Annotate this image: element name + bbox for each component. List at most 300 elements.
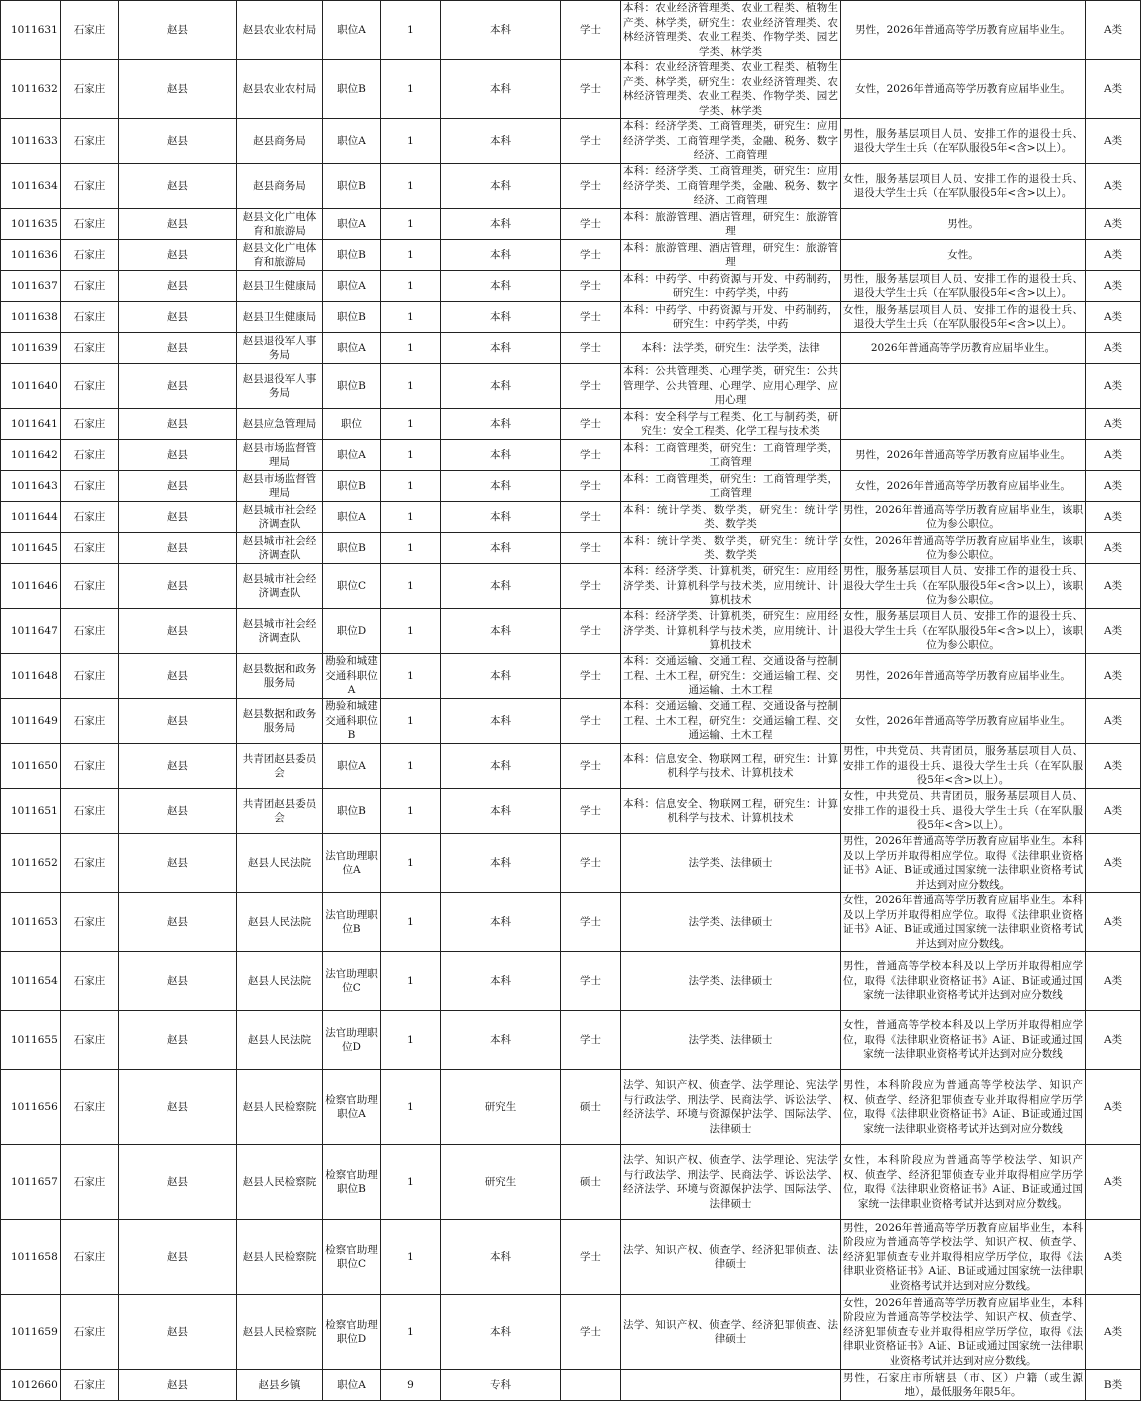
table-row — [1, 1370, 1141, 1401]
table-row — [1, 952, 1141, 1011]
city-cell: 石家庄 — [61, 209, 119, 240]
position-cell: 职位D — [323, 609, 381, 654]
position-cell: 职位A — [323, 1370, 381, 1401]
count-cell: 1 — [381, 609, 441, 654]
code-cell: 1011639 — [1, 333, 61, 364]
position-cell: 检察官助理职位B — [323, 1145, 381, 1220]
major-cell: 本科：旅游管理、酒店管理，研究生：旅游管理 — [621, 240, 841, 271]
county-cell: 赵县 — [119, 164, 237, 209]
table-row — [1, 60, 1141, 119]
requirements-cell: 男性，2026年普通高等学历教育应届毕业生，该职位为参公职位。 — [841, 502, 1086, 533]
table-row — [1, 1, 1141, 60]
category-cell: A类 — [1086, 209, 1141, 240]
county-cell: 赵县 — [119, 364, 237, 409]
position-cell: 职位B — [323, 533, 381, 564]
major-cell: 本科：中药学、中药资源与开发、中药制药，研究生：中药学类，中药 — [621, 302, 841, 333]
degree-cell: 学士 — [561, 744, 621, 789]
category-cell: A类 — [1086, 333, 1141, 364]
major-cell: 法学类、法律硕士 — [621, 952, 841, 1011]
position-cell: 职位A — [323, 1, 381, 60]
table-row — [1, 1295, 1141, 1370]
major-cell: 本科：交通运输、交通工程、交通设备与控制工程、土木工程，研究生：交通运输工程、交通运输、土木工程 — [621, 654, 841, 699]
county-cell: 赵县 — [119, 60, 237, 119]
count-cell: 1 — [381, 1220, 441, 1295]
unit-cell: 赵县人民检察院 — [237, 1295, 323, 1370]
major-cell: 法学类、法律硕士 — [621, 1011, 841, 1070]
position-cell: 法官助理职位D — [323, 1011, 381, 1070]
county-cell: 赵县 — [119, 471, 237, 502]
education-cell: 本科 — [441, 1, 561, 60]
position-cell: 职位B — [323, 789, 381, 834]
major-cell: 本科：经济学类、计算机类，研究生：应用经济学类、计算机科学与技术类，应用统计、计算机技术 — [621, 564, 841, 609]
major-cell: 本科：公共管理类、心理学类，研究生：公共管理学、公共管理、心理学、应用心理学、应用心理 — [621, 364, 841, 409]
category-cell: A类 — [1086, 1, 1141, 60]
requirements-cell: 男性，服务基层项目人员、安排工作的退役士兵、退役大学生士兵（在军队服役5年<含>以上）。 — [841, 119, 1086, 164]
code-cell: 1011657 — [1, 1145, 61, 1220]
category-cell: A类 — [1086, 533, 1141, 564]
position-cell: 职位B — [323, 164, 381, 209]
major-cell: 法学、知识产权、侦查学、经济犯罪侦查、法律硕士 — [621, 1220, 841, 1295]
code-cell: 1011653 — [1, 893, 61, 952]
education-cell: 本科 — [441, 119, 561, 164]
category-cell: A类 — [1086, 471, 1141, 502]
code-cell: 1011646 — [1, 564, 61, 609]
table-row — [1, 744, 1141, 789]
major-cell: 本科：旅游管理、酒店管理，研究生：旅游管理 — [621, 209, 841, 240]
county-cell: 赵县 — [119, 834, 237, 893]
major-cell: 本科：中药学、中药资源与开发、中药制药，研究生：中药学类，中药 — [621, 271, 841, 302]
table-row — [1, 364, 1141, 409]
education-cell: 本科 — [441, 789, 561, 834]
city-cell: 石家庄 — [61, 164, 119, 209]
education-cell: 本科 — [441, 364, 561, 409]
major-cell: 本科：经济学类、工商管理类，研究生：应用经济学类、工商管理学类，金融、税务、数字经济、工商管理 — [621, 119, 841, 164]
requirements-cell: 女性，2026年普通高等学历教育应届毕业生。本科及以上学历并取得相应学位。取得《法律职业资格证书》A证、B证或通过国家统一法律职业资格考试并达到对应分数线。 — [841, 893, 1086, 952]
county-cell: 赵县 — [119, 1, 237, 60]
major-cell: 本科：安全科学与工程类、化工与制药类，研究生：安全工程类、化学工程与技术类 — [621, 409, 841, 440]
city-cell: 石家庄 — [61, 1011, 119, 1070]
count-cell: 1 — [381, 834, 441, 893]
city-cell: 石家庄 — [61, 240, 119, 271]
county-cell: 赵县 — [119, 119, 237, 164]
code-cell: 1011635 — [1, 209, 61, 240]
requirements-cell: 男性，石家庄市所辖县（市、区）户籍（或生源地），最低服务年限5年。 — [841, 1370, 1086, 1401]
major-cell — [621, 1370, 841, 1401]
degree-cell: 学士 — [561, 502, 621, 533]
requirements-cell: 2026年普通高等学历教育应届毕业生。 — [841, 333, 1086, 364]
unit-cell: 共青团赵县委员会 — [237, 789, 323, 834]
county-cell: 赵县 — [119, 502, 237, 533]
city-cell: 石家庄 — [61, 1145, 119, 1220]
county-cell: 赵县 — [119, 271, 237, 302]
count-cell: 1 — [381, 699, 441, 744]
position-cell: 检察官助理职位C — [323, 1220, 381, 1295]
education-cell: 专科 — [441, 1370, 561, 1401]
city-cell: 石家庄 — [61, 789, 119, 834]
education-cell: 本科 — [441, 333, 561, 364]
city-cell: 石家庄 — [61, 364, 119, 409]
count-cell: 1 — [381, 471, 441, 502]
position-cell: 职位B — [323, 302, 381, 333]
county-cell: 赵县 — [119, 1295, 237, 1370]
table-row — [1, 471, 1141, 502]
category-cell: A类 — [1086, 164, 1141, 209]
code-cell: 1011638 — [1, 302, 61, 333]
table-row — [1, 609, 1141, 654]
major-cell: 本科：工商管理类，研究生：工商管理学类，工商管理 — [621, 440, 841, 471]
category-cell: A类 — [1086, 834, 1141, 893]
degree-cell: 学士 — [561, 952, 621, 1011]
requirements-cell: 男性，2026年普通高等学历教育应届毕业生。 — [841, 1, 1086, 60]
count-cell: 1 — [381, 333, 441, 364]
requirements-cell: 女性，服务基层项目人员、安排工作的退役士兵、退役大学生士兵（在军队服役5年<含>以上）。 — [841, 302, 1086, 333]
count-cell: 1 — [381, 209, 441, 240]
education-cell: 本科 — [441, 952, 561, 1011]
requirements-cell: 男性，中共党员、共青团员，服务基层项目人员、安排工作的退役士兵、退役大学生士兵（在军队服役5年<含>以上）。 — [841, 744, 1086, 789]
unit-cell: 赵县人民法院 — [237, 834, 323, 893]
unit-cell: 赵县城市社会经济调查队 — [237, 533, 323, 564]
category-cell: A类 — [1086, 609, 1141, 654]
table-row — [1, 271, 1141, 302]
table-row — [1, 164, 1141, 209]
code-cell: 1011650 — [1, 744, 61, 789]
unit-cell: 赵县人民法院 — [237, 1011, 323, 1070]
county-cell: 赵县 — [119, 1145, 237, 1220]
count-cell: 1 — [381, 744, 441, 789]
code-cell: 1011645 — [1, 533, 61, 564]
city-cell: 石家庄 — [61, 60, 119, 119]
city-cell: 石家庄 — [61, 893, 119, 952]
table-row — [1, 240, 1141, 271]
county-cell: 赵县 — [119, 654, 237, 699]
requirements-cell: 男性。 — [841, 209, 1086, 240]
table-row — [1, 333, 1141, 364]
major-cell: 本科：农业经济管理类、农业工程类、植物生产类、林学类，研究生：农业经济管理类、农林经济管理类、农业工程类、作物学类、园艺学类、林学类 — [621, 1, 841, 60]
count-cell: 1 — [381, 364, 441, 409]
table-row — [1, 119, 1141, 164]
position-cell: 职位A — [323, 271, 381, 302]
city-cell: 石家庄 — [61, 271, 119, 302]
code-cell: 1011659 — [1, 1295, 61, 1370]
unit-cell: 赵县人民法院 — [237, 952, 323, 1011]
position-cell: 法官助理职位C — [323, 952, 381, 1011]
category-cell: A类 — [1086, 502, 1141, 533]
code-cell: 1011631 — [1, 1, 61, 60]
degree-cell: 学士 — [561, 409, 621, 440]
position-cell: 职位A — [323, 502, 381, 533]
major-cell: 本科：统计学类、数学类，研究生：统计学类、数学类 — [621, 502, 841, 533]
unit-cell: 赵县应急管理局 — [237, 409, 323, 440]
unit-cell: 赵县人民检察院 — [237, 1145, 323, 1220]
education-cell: 本科 — [441, 409, 561, 440]
county-cell: 赵县 — [119, 699, 237, 744]
requirements-cell: 男性，2026年普通高等学历教育应届毕业生。 — [841, 654, 1086, 699]
requirements-cell: 女性，2026年普通高等学历教育应届毕业生。 — [841, 471, 1086, 502]
category-cell: A类 — [1086, 699, 1141, 744]
count-cell: 1 — [381, 654, 441, 699]
major-cell: 本科：信息安全、物联网工程，研究生：计算机科学与技术、计算机技术 — [621, 789, 841, 834]
degree-cell: 学士 — [561, 1295, 621, 1370]
category-cell: A类 — [1086, 1011, 1141, 1070]
requirements-cell: 男性，2026年普通高等学历教育应届毕业生。 — [841, 440, 1086, 471]
code-cell: 1011632 — [1, 60, 61, 119]
city-cell: 石家庄 — [61, 409, 119, 440]
count-cell: 1 — [381, 789, 441, 834]
category-cell: A类 — [1086, 271, 1141, 302]
degree-cell: 学士 — [561, 564, 621, 609]
city-cell: 石家庄 — [61, 440, 119, 471]
position-cell: 职位A — [323, 209, 381, 240]
unit-cell: 赵县乡镇 — [237, 1370, 323, 1401]
requirements-cell: 女性，中共党员、共青团员，服务基层项目人员、安排工作的退役士兵、退役大学生士兵（在军队服役5年<含>以上）。 — [841, 789, 1086, 834]
degree-cell: 学士 — [561, 333, 621, 364]
major-cell: 法学、知识产权、侦查学、法学理论、宪法学与行政法学、刑法学、民商法学、诉讼法学、经济法学、环境与资源保护法学、国际法学、法律硕士 — [621, 1145, 841, 1220]
education-cell: 本科 — [441, 271, 561, 302]
requirements-cell: 男性，服务基层项目人员、安排工作的退役士兵、退役大学生士兵（在军队服役5年<含>以上），该职位为参公职位。 — [841, 564, 1086, 609]
count-cell: 1 — [381, 1070, 441, 1145]
county-cell: 赵县 — [119, 240, 237, 271]
code-cell: 1011648 — [1, 654, 61, 699]
unit-cell: 赵县城市社会经济调查队 — [237, 609, 323, 654]
table-row — [1, 302, 1141, 333]
county-cell: 赵县 — [119, 893, 237, 952]
requirements-cell: 男性，普通高等学校本科及以上学历并取得相应学位，取得《法律职业资格证书》A证、B证或通过国家统一法律职业资格考试并达到对应分数线 — [841, 952, 1086, 1011]
unit-cell: 赵县城市社会经济调查队 — [237, 564, 323, 609]
unit-cell: 赵县农业农村局 — [237, 60, 323, 119]
unit-cell: 赵县商务局 — [237, 164, 323, 209]
education-cell: 研究生 — [441, 1145, 561, 1220]
table-row — [1, 699, 1141, 744]
education-cell: 本科 — [441, 240, 561, 271]
major-cell: 法学、知识产权、侦查学、经济犯罪侦查、法律硕士 — [621, 1295, 841, 1370]
major-cell: 本科：交通运输、交通工程、交通设备与控制工程、土木工程，研究生：交通运输工程、交通运输、土木工程 — [621, 699, 841, 744]
education-cell: 研究生 — [441, 1070, 561, 1145]
education-cell: 本科 — [441, 699, 561, 744]
unit-cell: 共青团赵县委员会 — [237, 744, 323, 789]
education-cell: 本科 — [441, 609, 561, 654]
education-cell: 本科 — [441, 654, 561, 699]
education-cell: 本科 — [441, 502, 561, 533]
unit-cell: 赵县商务局 — [237, 119, 323, 164]
code-cell: 1011642 — [1, 440, 61, 471]
requirements-cell — [841, 364, 1086, 409]
unit-cell: 赵县城市社会经济调查队 — [237, 502, 323, 533]
code-cell: 1011643 — [1, 471, 61, 502]
table-row — [1, 440, 1141, 471]
county-cell: 赵县 — [119, 1070, 237, 1145]
category-cell: A类 — [1086, 952, 1141, 1011]
unit-cell: 赵县文化广电体育和旅游局 — [237, 209, 323, 240]
city-cell: 石家庄 — [61, 302, 119, 333]
category-cell: A类 — [1086, 1070, 1141, 1145]
count-cell: 1 — [381, 60, 441, 119]
code-cell: 1011655 — [1, 1011, 61, 1070]
code-cell: 1011651 — [1, 789, 61, 834]
code-cell: 1011644 — [1, 502, 61, 533]
position-cell: 检察官助理职位D — [323, 1295, 381, 1370]
education-cell: 本科 — [441, 209, 561, 240]
county-cell: 赵县 — [119, 564, 237, 609]
degree-cell: 学士 — [561, 699, 621, 744]
city-cell: 石家庄 — [61, 1295, 119, 1370]
requirements-cell: 女性。 — [841, 240, 1086, 271]
requirements-cell: 女性，服务基层项目人员、安排工作的退役士兵、退役大学生士兵（在军队服役5年<含>以上）。 — [841, 164, 1086, 209]
county-cell: 赵县 — [119, 789, 237, 834]
county-cell: 赵县 — [119, 302, 237, 333]
count-cell: 1 — [381, 1011, 441, 1070]
position-cell: 法官助理职位B — [323, 893, 381, 952]
position-cell: 职位B — [323, 364, 381, 409]
table-row — [1, 893, 1141, 952]
city-cell: 石家庄 — [61, 744, 119, 789]
table-row — [1, 209, 1141, 240]
degree-cell: 学士 — [561, 1011, 621, 1070]
county-cell: 赵县 — [119, 744, 237, 789]
unit-cell: 赵县人民法院 — [237, 893, 323, 952]
unit-cell: 赵县退役军人事务局 — [237, 364, 323, 409]
unit-cell: 赵县文化广电体育和旅游局 — [237, 240, 323, 271]
code-cell: 1011634 — [1, 164, 61, 209]
category-cell: A类 — [1086, 1145, 1141, 1220]
count-cell: 1 — [381, 119, 441, 164]
requirements-cell: 女性，2026年普通高等学历教育应届毕业生。 — [841, 60, 1086, 119]
education-cell: 本科 — [441, 893, 561, 952]
category-cell: A类 — [1086, 364, 1141, 409]
unit-cell: 赵县数据和政务服务局 — [237, 699, 323, 744]
major-cell: 本科：工商管理类，研究生：工商管理学类，工商管理 — [621, 471, 841, 502]
county-cell: 赵县 — [119, 409, 237, 440]
major-cell: 本科：农业经济管理类、农业工程类、植物生产类、林学类，研究生：农业经济管理类、农林经济管理类、农业工程类、作物学类、园艺学类、林学类 — [621, 60, 841, 119]
degree-cell: 学士 — [561, 789, 621, 834]
code-cell: 1011636 — [1, 240, 61, 271]
education-cell: 本科 — [441, 60, 561, 119]
degree-cell: 学士 — [561, 364, 621, 409]
degree-cell: 学士 — [561, 271, 621, 302]
degree-cell — [561, 1370, 621, 1401]
requirements-cell: 男性，2026年普通高等学历教育应届毕业生，本科阶段应为普通高等学校法学、知识产权、侦查学、经济犯罪侦查专业并取得相应学历学位，取得《法律职业资格证书》A证、B证或通过国家统一法律职业资格考试并达到对应分数线。 — [841, 1220, 1086, 1295]
county-cell: 赵县 — [119, 952, 237, 1011]
degree-cell: 学士 — [561, 654, 621, 699]
code-cell: 1012660 — [1, 1370, 61, 1401]
major-cell: 法学类、法律硕士 — [621, 893, 841, 952]
requirements-cell: 男性，服务基层项目人员、安排工作的退役士兵、退役大学生士兵（在军队服役5年<含>以上）。 — [841, 271, 1086, 302]
position-cell: 职位A — [323, 333, 381, 364]
education-cell: 本科 — [441, 834, 561, 893]
city-cell: 石家庄 — [61, 654, 119, 699]
position-cell: 勘验和城建交通科职位B — [323, 699, 381, 744]
category-cell: A类 — [1086, 60, 1141, 119]
city-cell: 石家庄 — [61, 533, 119, 564]
category-cell: A类 — [1086, 564, 1141, 609]
education-cell: 本科 — [441, 744, 561, 789]
code-cell: 1011633 — [1, 119, 61, 164]
count-cell: 1 — [381, 502, 441, 533]
code-cell: 1011649 — [1, 699, 61, 744]
code-cell: 1011637 — [1, 271, 61, 302]
count-cell: 1 — [381, 409, 441, 440]
unit-cell: 赵县数据和政务服务局 — [237, 654, 323, 699]
unit-cell: 赵县市场监督管理局 — [237, 471, 323, 502]
table-row — [1, 654, 1141, 699]
education-cell: 本科 — [441, 302, 561, 333]
code-cell: 1011656 — [1, 1070, 61, 1145]
county-cell: 赵县 — [119, 333, 237, 364]
city-cell: 石家庄 — [61, 1220, 119, 1295]
degree-cell: 学士 — [561, 893, 621, 952]
requirements-cell: 男性，本科阶段应为普通高等学校法学、知识产权、侦查学、经济犯罪侦查专业并取得相应学历学位，取得《法律职业资格证书》A证、B证或通过国家统一法律职业资格考试并达到对应分数线 — [841, 1070, 1086, 1145]
requirements-cell: 男性，2026年普通高等学历教育应届毕业生。本科及以上学历并取得相应学位。取得《法律职业资格证书》A证、B证或通过国家统一法律职业资格考试并达到对应分数线。 — [841, 834, 1086, 893]
code-cell: 1011641 — [1, 409, 61, 440]
education-cell: 本科 — [441, 164, 561, 209]
position-cell: 职位B — [323, 240, 381, 271]
table-row — [1, 409, 1141, 440]
county-cell: 赵县 — [119, 440, 237, 471]
degree-cell: 学士 — [561, 302, 621, 333]
city-cell: 石家庄 — [61, 502, 119, 533]
category-cell: A类 — [1086, 409, 1141, 440]
major-cell: 本科：法学类，研究生：法学类，法律 — [621, 333, 841, 364]
code-cell: 1011647 — [1, 609, 61, 654]
major-cell: 本科：统计学类、数学类，研究生：统计学类、数学类 — [621, 533, 841, 564]
position-cell: 法官助理职位A — [323, 834, 381, 893]
count-cell: 9 — [381, 1370, 441, 1401]
category-cell: A类 — [1086, 744, 1141, 789]
degree-cell: 硕士 — [561, 1145, 621, 1220]
degree-cell: 学士 — [561, 240, 621, 271]
requirements-cell: 女性，普通高等学校本科及以上学历并取得相应学位，取得《法律职业资格证书》A证、B证或通过国家统一法律职业资格考试并达到对应分数线 — [841, 1011, 1086, 1070]
degree-cell: 学士 — [561, 1220, 621, 1295]
count-cell: 1 — [381, 893, 441, 952]
unit-cell: 赵县农业农村局 — [237, 1, 323, 60]
position-cell: 职位A — [323, 744, 381, 789]
table-row — [1, 1145, 1141, 1220]
count-cell: 1 — [381, 1295, 441, 1370]
table-row — [1, 1220, 1141, 1295]
major-cell: 本科：信息安全、物联网工程，研究生：计算机科学与技术、计算机技术 — [621, 744, 841, 789]
education-cell: 本科 — [441, 564, 561, 609]
major-cell: 本科：经济学类、工商管理类，研究生：应用经济学类、工商管理学类，金融、税务、数字经济、工商管理 — [621, 164, 841, 209]
education-cell: 本科 — [441, 440, 561, 471]
degree-cell: 学士 — [561, 609, 621, 654]
city-cell: 石家庄 — [61, 471, 119, 502]
count-cell: 1 — [381, 1145, 441, 1220]
table-row — [1, 789, 1141, 834]
position-cell: 勘验和城建交通科职位A — [323, 654, 381, 699]
major-cell: 法学类、法律硕士 — [621, 834, 841, 893]
table-row — [1, 1011, 1141, 1070]
city-cell: 石家庄 — [61, 834, 119, 893]
position-cell: 检察官助理职位A — [323, 1070, 381, 1145]
table-row — [1, 564, 1141, 609]
degree-cell: 学士 — [561, 1, 621, 60]
category-cell: A类 — [1086, 789, 1141, 834]
category-cell: A类 — [1086, 1295, 1141, 1370]
category-cell: A类 — [1086, 302, 1141, 333]
count-cell: 1 — [381, 240, 441, 271]
position-cell: 职位 — [323, 409, 381, 440]
county-cell: 赵县 — [119, 1011, 237, 1070]
count-cell: 1 — [381, 440, 441, 471]
category-cell: B类 — [1086, 1370, 1141, 1401]
requirements-cell: 女性，2026年普通高等学历教育应届毕业生。 — [841, 699, 1086, 744]
category-cell: A类 — [1086, 1220, 1141, 1295]
degree-cell: 学士 — [561, 164, 621, 209]
degree-cell: 学士 — [561, 440, 621, 471]
education-cell: 本科 — [441, 1295, 561, 1370]
unit-cell: 赵县卫生健康局 — [237, 271, 323, 302]
county-cell: 赵县 — [119, 609, 237, 654]
degree-cell: 学士 — [561, 471, 621, 502]
